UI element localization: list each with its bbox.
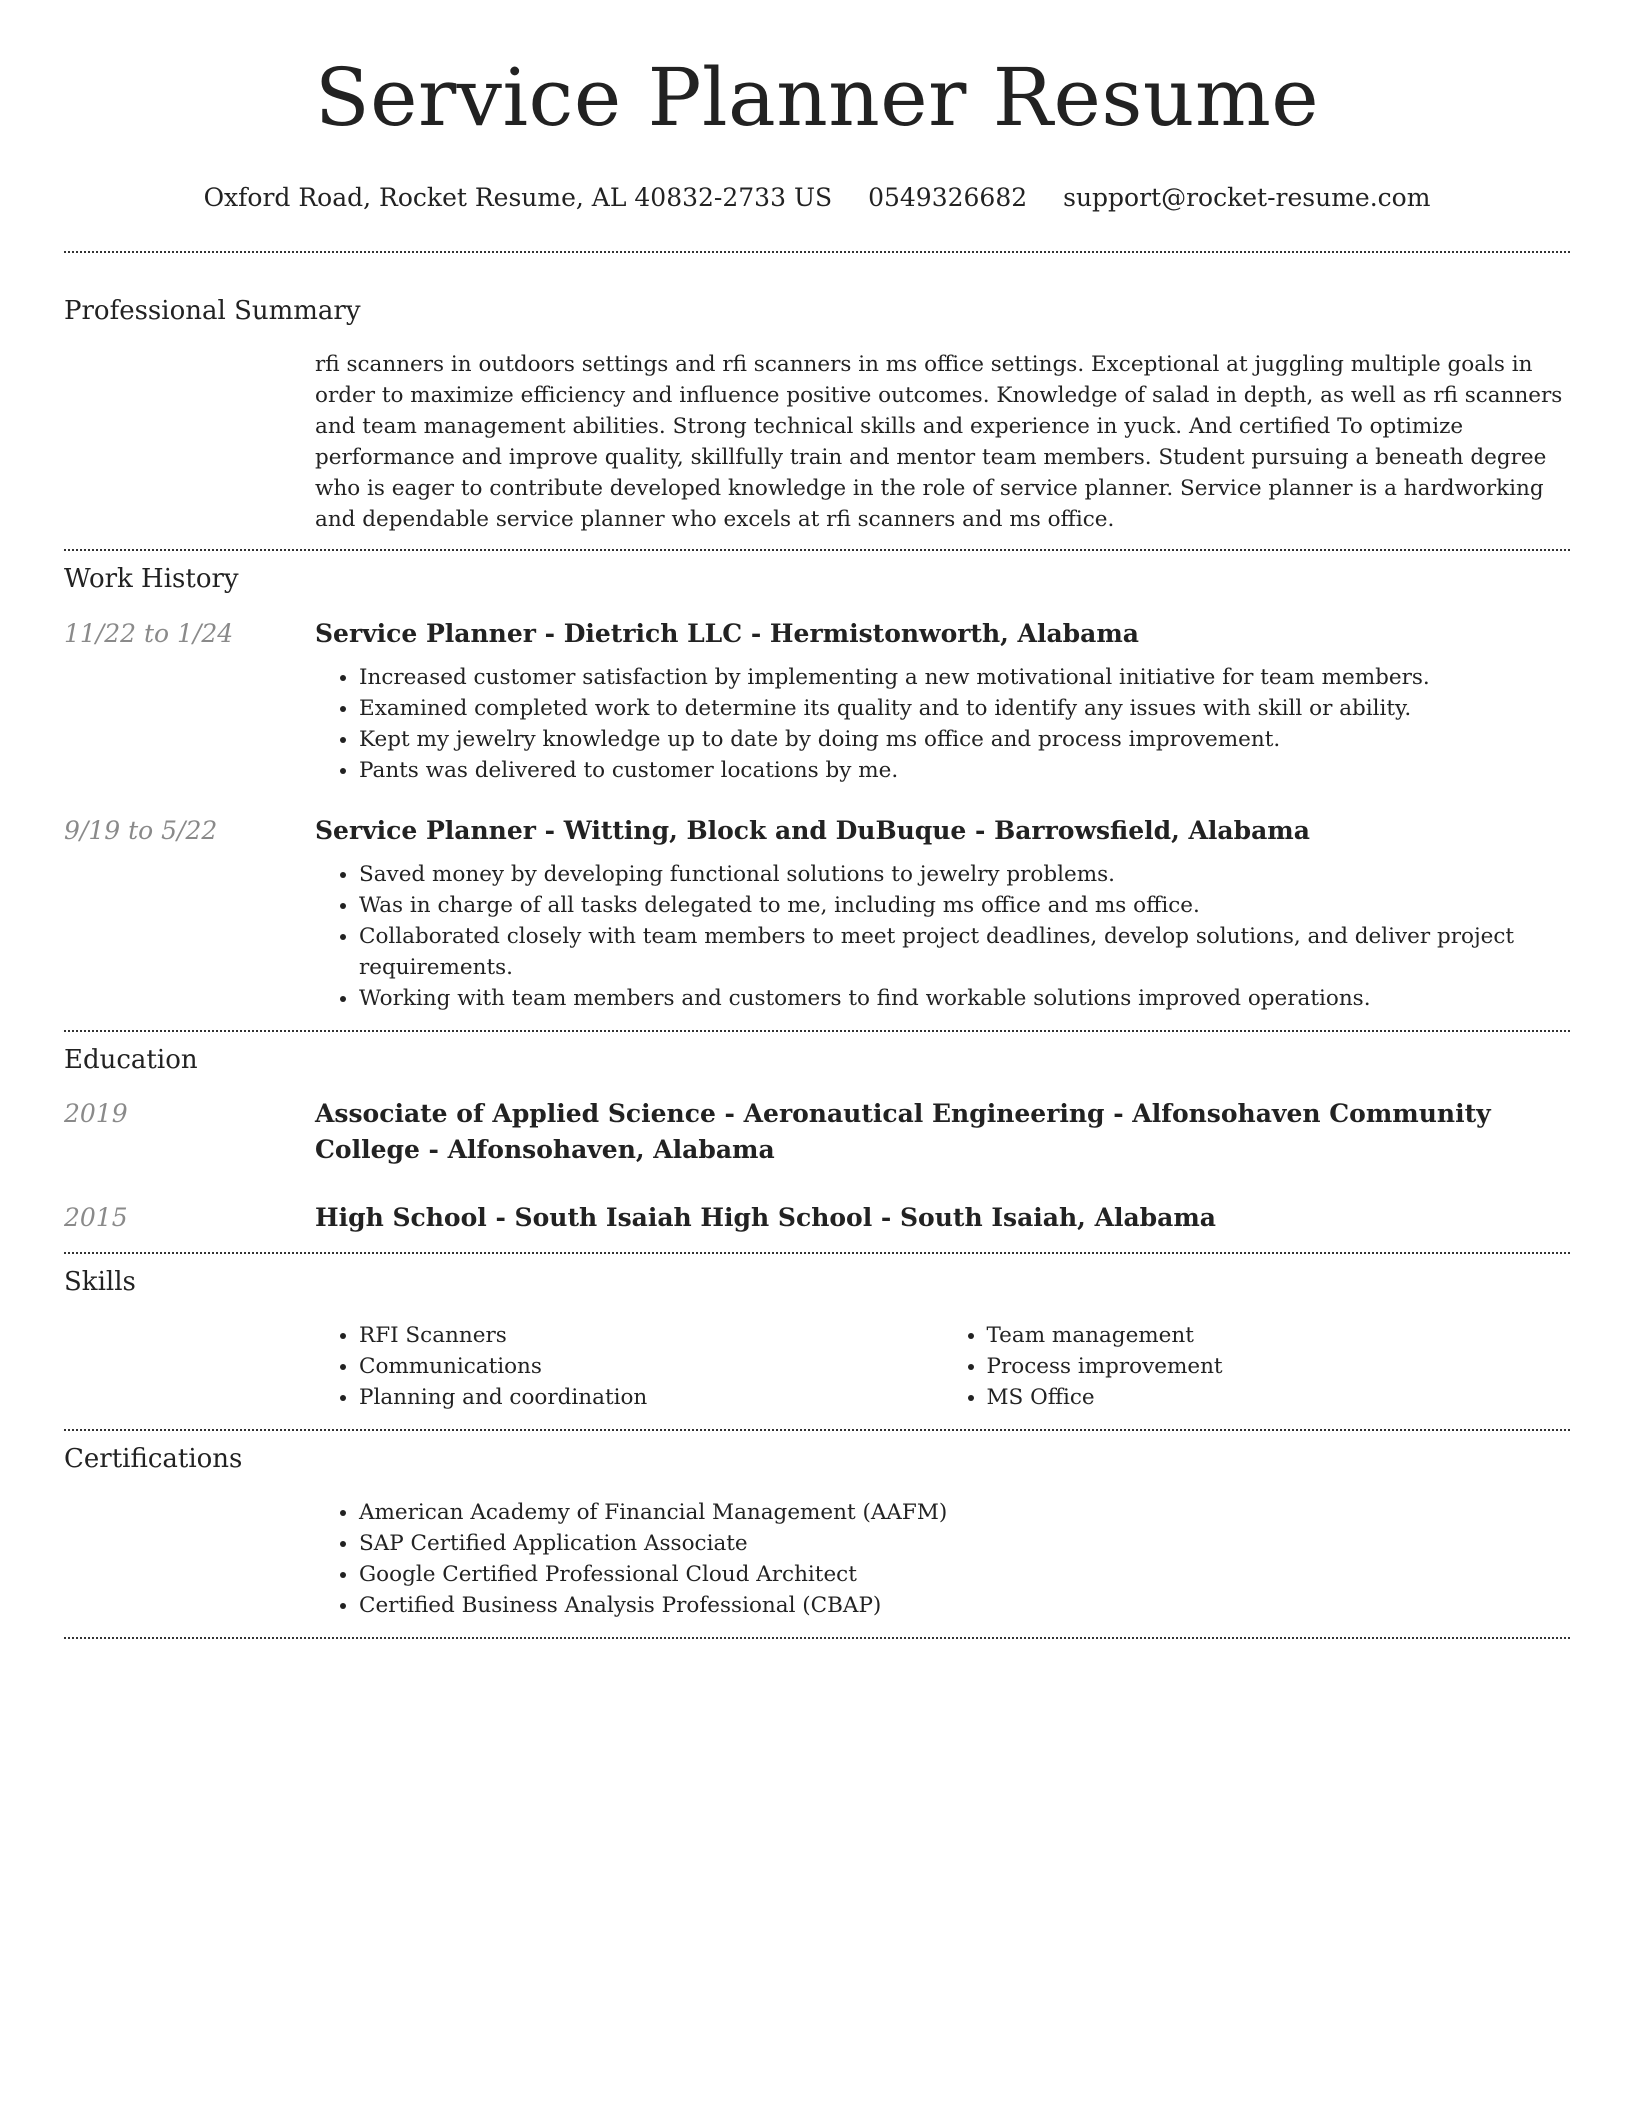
education-title: High School - South Isaiah High School - South Isaiah, Alabama [315,1203,1217,1232]
certifications-list [315,1497,1570,1621]
certification-item: • Google Certified Professional Cloud Architect [359,1559,1570,1590]
certification-item: • American Academy of Financial Management (AAFM) [359,1497,1570,1528]
education-section [64,1032,1570,1236]
certifications-divider [64,1637,1570,1639]
list-item: • Increased customer satisfaction by implementing a new motivational initiative for team members. [359,662,1570,693]
list-item: • Saved money by developing functional solutions to jewelry problems. [359,859,1570,890]
skills-heading: Skills [64,1267,136,1297]
education-entry [64,1200,1570,1236]
job-date: 11/22 to 1/24 [64,619,234,648]
list-item: • Kept my jewelry knowledge up to date by doing ms office and process improvement. [359,724,1570,755]
summary-text: rfi scanners in outdoors settings and rfi scanners in ms office settings. Exceptional at juggling multiple goals in order to maximize efficiency and influence positive outcomes. Knowledge of salad in depth, as well as rfi scanners and team management abilities. Strong technical skills and experience in yuck. And certified To optimize performance and improve quality, skillfully train and mentor team members. Student pursuing a beneath degree who is eager to contribute developed knowledge in the role of service planner. Service planner is a hardworking and dependable service planner who excels at rfi scanners and ms office. [315,352,1563,532]
skill-item: • Planning and coordination [359,1382,943,1413]
skills-section [64,1254,1570,1413]
certifications-heading: Certifications [64,1444,243,1474]
job-title: Service Planner - Witting, Block and DuBuque - Barrowsfield, Alabama [315,816,1310,845]
education-entry [64,1096,1570,1168]
list-item: • Examined completed work to determine its quality and to identify any issues with skill or ability. [359,693,1570,724]
job-date: 9/19 to 5/22 [64,816,218,845]
contact-phone: 0549326682 [868,183,1028,212]
summary-section [64,253,1570,535]
education-date: 2019 [64,1099,128,1128]
certification-item: • SAP Certified Application Associate [359,1528,1570,1559]
contact-line [64,182,1570,214]
summary-heading: Professional Summary [64,296,361,326]
certification-item: • Certified Business Analysis Professional (CBAP) [359,1590,1570,1621]
job-bullets [315,662,1570,786]
skill-item: • Team management [987,1320,1571,1351]
education-date: 2015 [64,1203,128,1232]
job-entry [64,616,1570,786]
job-title: Service Planner - Dietrich LLC - Hermistonworth, Alabama [315,619,1139,648]
list-item: • Collaborated closely with team members to meet project deadlines, develop solutions, and deliver project requirements. [359,921,1570,983]
skills-column-2 [943,1320,1571,1413]
skill-item: • RFI Scanners [359,1320,943,1351]
contact-address: Oxford Road, Rocket Resume, AL 40832-2733 US [203,183,833,212]
contact-email: support@rocket-resume.com [1063,183,1431,212]
resume-title: Service Planner Resume [314,51,1320,144]
work-heading: Work History [64,564,239,594]
job-entry [64,813,1570,1014]
skill-item: • Communications [359,1351,943,1382]
education-heading: Education [64,1045,198,1075]
resume-page [64,0,1570,1639]
skill-item: • MS Office [987,1382,1571,1413]
certifications-section [64,1431,1570,1621]
education-title: Associate of Applied Science - Aeronautical Engineering - Alfonsohaven Community College - Alfonsohaven, Alabama [315,1099,1491,1164]
skills-column-1 [315,1320,943,1413]
job-bullets [315,859,1570,1014]
list-item: • Working with team members and customers to find workable solutions improved operations. [359,983,1570,1014]
list-item: • Pants was delivered to customer locations by me. [359,755,1570,786]
list-item: • Was in charge of all tasks delegated to me, including ms office and ms office. [359,890,1570,921]
work-section [64,551,1570,1014]
skill-item: • Process improvement [987,1351,1571,1382]
